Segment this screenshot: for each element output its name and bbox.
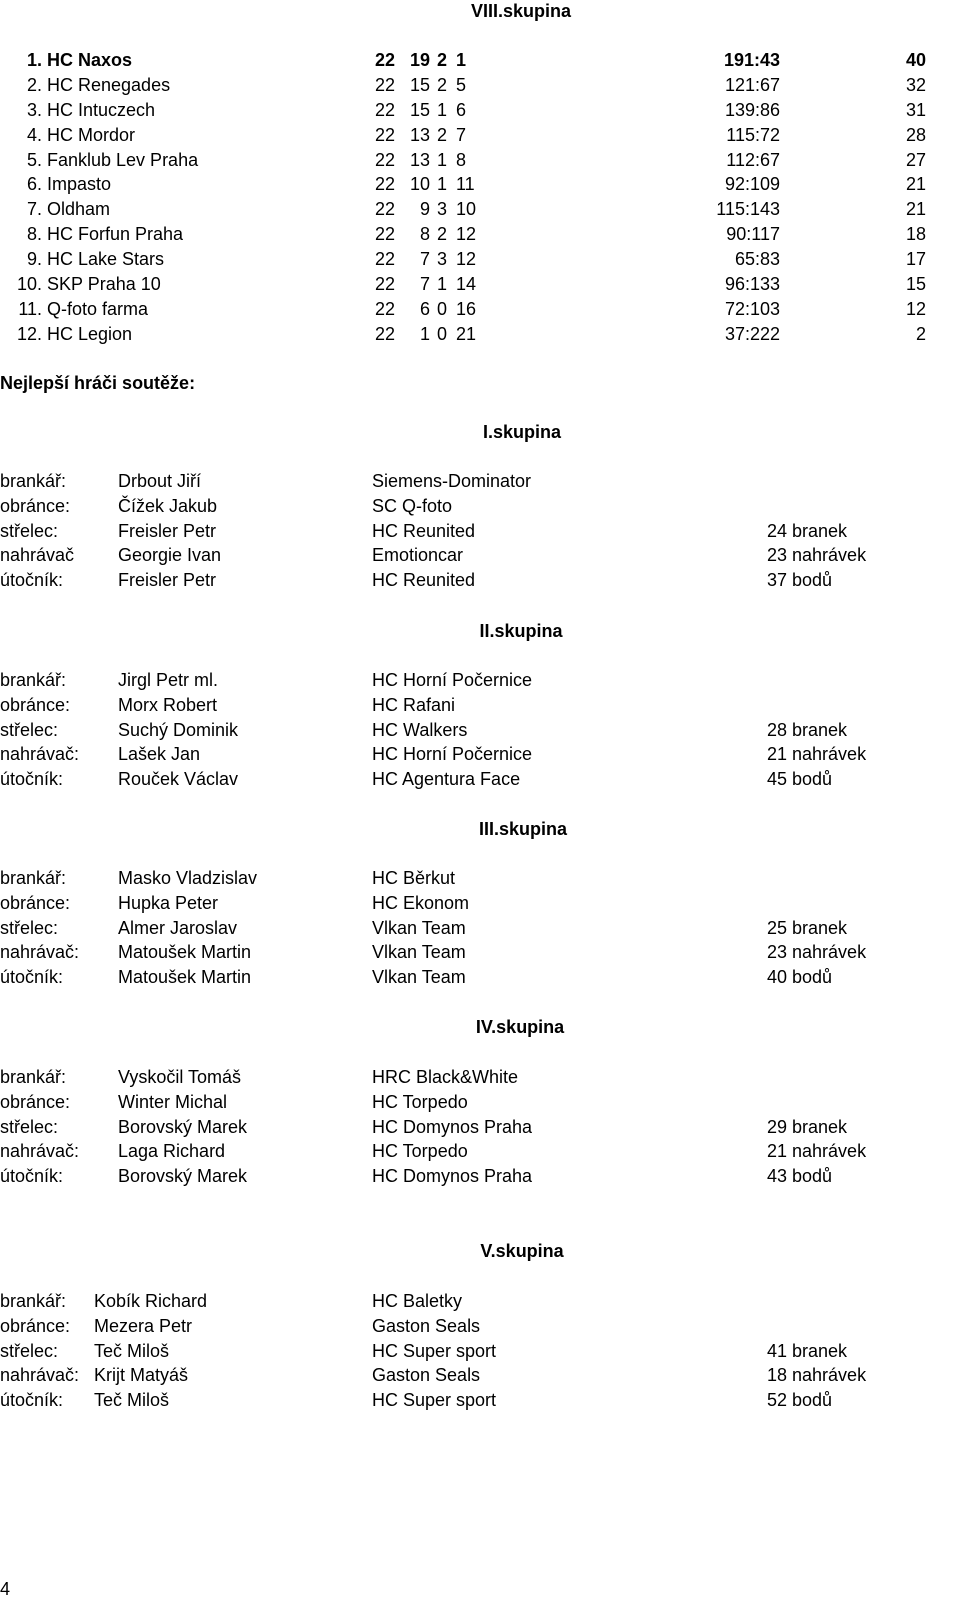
player-stat: 21 nahrávek <box>767 744 867 765</box>
standing-wins: 1 <box>419 324 430 344</box>
player-stat: 23 nahrávek <box>767 545 867 566</box>
player-name: Laga Richard <box>118 1141 226 1162</box>
standing-wins: 13 <box>409 125 430 145</box>
standing-draws: 2 <box>436 75 447 95</box>
player-name: Lašek Jan <box>118 744 201 765</box>
player-team: HC Super sport <box>372 1390 497 1411</box>
player-role: útočník: <box>0 1166 64 1187</box>
standing-wins: 15 <box>409 75 430 95</box>
player-role: střelec: <box>0 719 59 740</box>
standing-score: 191:43 <box>723 50 780 70</box>
standing-points: 2 <box>915 324 926 344</box>
standing-draws: 3 <box>436 249 447 269</box>
player-name: Georgie Ivan <box>118 545 222 566</box>
player-stat: 40 bodů <box>767 967 833 988</box>
player-role: brankář: <box>0 471 67 491</box>
standing-wins: 7 <box>419 274 430 294</box>
standing-draws: 1 <box>436 100 447 120</box>
standing-wins: 6 <box>419 299 430 319</box>
standing-team: HC Renegades <box>47 75 171 95</box>
best-players-heading: Nejlepší hráči soutěže: <box>0 373 196 393</box>
standing-team: Q-foto farma <box>47 299 149 319</box>
standing-games: 22 <box>374 199 395 219</box>
standing-draws: 2 <box>436 50 447 70</box>
player-stat: 25 branek <box>767 917 848 938</box>
standing-score: 115:143 <box>716 199 780 219</box>
standing-games: 22 <box>374 75 395 95</box>
standing-losses: 12 <box>456 249 477 269</box>
standing-team: Fanklub Lev Praha <box>47 150 199 170</box>
player-name: Teč Miloš <box>94 1340 170 1361</box>
standing-wins: 19 <box>409 50 430 70</box>
player-role: obránce: <box>0 495 71 516</box>
standing-wins: 15 <box>409 100 430 120</box>
standing-draws: 2 <box>436 125 447 145</box>
player-stat: 41 branek <box>767 1340 848 1361</box>
standing-draws: 3 <box>436 199 447 219</box>
player-stat: 21 nahrávek <box>767 1141 867 1162</box>
player-stat: 24 branek <box>767 520 848 541</box>
group-title: V.skupina <box>480 1241 564 1261</box>
standing-draws: 1 <box>436 150 447 170</box>
player-team: HC Reunited <box>372 570 476 591</box>
player-stat: 23 nahrávek <box>767 942 867 963</box>
player-name: Matoušek Martin <box>118 942 252 963</box>
standing-score: 90:117 <box>726 224 780 244</box>
player-role: brankář: <box>0 670 67 690</box>
standing-games: 22 <box>374 150 395 170</box>
standing-games: 22 <box>374 324 395 344</box>
standing-points: 32 <box>905 75 926 95</box>
standing-losses: 5 <box>456 75 467 95</box>
standing-position: 8. <box>26 224 42 244</box>
standing-position: 6. <box>26 174 42 194</box>
player-role: útočník: <box>0 967 64 988</box>
player-team: HC Torpedo <box>372 1141 468 1162</box>
standing-wins: 9 <box>419 199 430 219</box>
standing-position: 12. <box>16 324 42 344</box>
player-team: HC Domynos Praha <box>372 1166 533 1187</box>
player-role: nahrávač: <box>0 744 80 765</box>
standing-points: 28 <box>905 125 926 145</box>
group-title: I.skupina <box>482 422 562 442</box>
player-team: Siemens-Dominator <box>372 471 532 491</box>
standing-wins: 8 <box>419 224 430 244</box>
player-role: obránce: <box>0 1091 71 1112</box>
standing-draws: 0 <box>436 299 447 319</box>
player-team: HC Walkers <box>372 719 468 740</box>
player-team: HC Torpedo <box>372 1091 468 1112</box>
player-team: Gaston Seals <box>372 1365 481 1386</box>
standing-score: 112:67 <box>726 150 780 170</box>
standing-draws: 1 <box>436 274 447 294</box>
standing-draws: 1 <box>436 174 447 194</box>
player-name: Hupka Peter <box>118 892 219 913</box>
standing-losses: 1 <box>456 50 467 70</box>
player-name: Rouček Václav <box>118 769 239 790</box>
standing-games: 22 <box>374 125 395 145</box>
standing-points: 18 <box>905 224 926 244</box>
standing-losses: 16 <box>456 299 477 319</box>
player-team: HC Super sport <box>372 1340 497 1361</box>
standing-losses: 21 <box>456 324 477 344</box>
standing-games: 22 <box>374 249 395 269</box>
standing-team: HC Legion <box>47 324 133 344</box>
player-name: Krijt Matyáš <box>94 1365 189 1386</box>
standing-position: 1. <box>26 50 42 70</box>
standing-score: 139:86 <box>724 100 780 120</box>
player-stat: 43 bodů <box>767 1166 833 1187</box>
player-name: Masko Vladzislav <box>118 868 258 888</box>
player-stat: 45 bodů <box>767 769 833 790</box>
page-number: 4 <box>0 1579 11 1599</box>
player-role: brankář: <box>0 868 67 888</box>
standing-games: 22 <box>374 174 395 194</box>
player-team: HC Běrkut <box>372 868 456 888</box>
player-name: Mezera Petr <box>94 1315 193 1336</box>
player-team: HC Rafani <box>372 694 456 715</box>
standing-points: 21 <box>905 174 926 194</box>
standing-points: 15 <box>905 274 926 294</box>
standing-losses: 6 <box>456 100 467 120</box>
player-team: HRC Black&White <box>372 1067 519 1087</box>
player-role: obránce: <box>0 892 71 913</box>
standing-position: 5. <box>26 150 42 170</box>
player-team: HC Horní Počernice <box>372 670 533 690</box>
standing-points: 31 <box>905 100 926 120</box>
standing-team: Oldham <box>47 199 111 219</box>
player-role: nahrávač: <box>0 942 80 963</box>
standing-losses: 14 <box>456 274 477 294</box>
standing-position: 3. <box>26 100 42 120</box>
standing-games: 22 <box>374 274 395 294</box>
player-name: Suchý Dominik <box>118 719 239 740</box>
standing-points: 17 <box>905 249 926 269</box>
standing-team: HC Naxos <box>47 50 133 70</box>
player-role: obránce: <box>0 694 71 715</box>
player-role: střelec: <box>0 1116 59 1137</box>
standing-games: 22 <box>374 299 395 319</box>
standing-draws: 0 <box>436 324 447 344</box>
player-name: Vyskočil Tomáš <box>118 1067 242 1087</box>
player-team: SC Q-foto <box>372 495 453 516</box>
standing-position: 2. <box>26 75 42 95</box>
standing-team: Impasto <box>47 174 112 194</box>
standing-losses: 8 <box>456 150 467 170</box>
standing-score: 65:83 <box>734 249 780 269</box>
player-team: Vlkan Team <box>372 967 466 988</box>
player-name: Kobík Richard <box>94 1291 208 1311</box>
player-stat: 37 bodů <box>767 570 833 591</box>
standing-games: 22 <box>374 100 395 120</box>
standing-score: 72:103 <box>724 299 780 319</box>
player-role: brankář: <box>0 1291 67 1311</box>
standing-games: 22 <box>374 224 395 244</box>
player-role: útočník: <box>0 1390 64 1411</box>
standing-losses: 10 <box>456 199 477 219</box>
player-team: HC Ekonom <box>372 892 470 913</box>
standing-team: SKP Praha 10 <box>47 274 161 294</box>
standing-wins: 7 <box>419 249 430 269</box>
player-stat: 52 bodů <box>767 1390 833 1411</box>
player-name: Drbout Jiří <box>118 471 202 491</box>
standing-score: 37:222 <box>724 324 780 344</box>
standing-points: 12 <box>905 299 926 319</box>
player-name: Winter Michal <box>118 1091 228 1112</box>
standing-score: 115:72 <box>726 125 780 145</box>
standing-position: 11. <box>18 299 42 319</box>
player-name: Jirgl Petr ml. <box>118 670 219 690</box>
player-team: HC Agentura Face <box>372 769 521 790</box>
player-name: Freisler Petr <box>118 570 217 591</box>
standing-draws: 2 <box>436 224 447 244</box>
standing-wins: 13 <box>409 150 430 170</box>
player-name: Freisler Petr <box>118 520 217 541</box>
standing-losses: 7 <box>456 125 467 145</box>
standings-title: VIII.skupina <box>470 1 572 21</box>
player-name: Borovský Marek <box>118 1166 248 1187</box>
standing-score: 92:109 <box>724 174 780 194</box>
standing-team: HC Lake Stars <box>47 249 165 269</box>
player-name: Čížek Jakub <box>118 495 218 516</box>
group-title: IV.skupina <box>475 1017 565 1037</box>
standing-position: 7. <box>26 199 42 219</box>
player-role: nahrávač: <box>0 1365 80 1386</box>
player-stat: 29 branek <box>767 1116 848 1137</box>
standing-score: 96:133 <box>724 274 780 294</box>
player-role: brankář: <box>0 1067 67 1087</box>
player-name: Borovský Marek <box>118 1116 248 1137</box>
player-role: nahrávač <box>0 545 75 566</box>
standing-position: 9. <box>26 249 42 269</box>
standing-games: 22 <box>374 50 395 70</box>
player-name: Teč Miloš <box>94 1390 170 1411</box>
standing-losses: 11 <box>456 174 475 194</box>
group-title: II.skupina <box>479 621 563 641</box>
player-team: HC Horní Počernice <box>372 744 533 765</box>
player-role: střelec: <box>0 1340 59 1361</box>
player-team: HC Reunited <box>372 520 476 541</box>
player-team: Emotioncar <box>372 545 464 566</box>
player-team: HC Baletky <box>372 1291 463 1311</box>
player-role: útočník: <box>0 570 64 591</box>
player-role: nahrávač: <box>0 1141 80 1162</box>
standing-score: 121:67 <box>724 75 780 95</box>
standing-wins: 10 <box>409 174 430 194</box>
player-team: Vlkan Team <box>372 917 466 938</box>
standing-position: 4. <box>26 125 42 145</box>
standing-losses: 12 <box>456 224 477 244</box>
standing-team: HC Mordor <box>47 125 136 145</box>
player-role: obránce: <box>0 1315 71 1336</box>
standing-team: HC Forfun Praha <box>47 224 184 244</box>
player-name: Almer Jaroslav <box>118 917 238 938</box>
player-team: HC Domynos Praha <box>372 1116 533 1137</box>
player-stat: 18 nahrávek <box>767 1365 867 1386</box>
standing-team: HC Intuczech <box>47 100 156 120</box>
player-name: Morx Robert <box>118 694 218 715</box>
player-team: Gaston Seals <box>372 1315 481 1336</box>
player-role: střelec: <box>0 520 59 541</box>
group-title: III.skupina <box>478 819 568 839</box>
standing-points: 21 <box>905 199 926 219</box>
player-role: střelec: <box>0 917 59 938</box>
standing-points: 40 <box>905 50 926 70</box>
player-stat: 28 branek <box>767 719 848 740</box>
player-name: Matoušek Martin <box>118 967 252 988</box>
standing-position: 10. <box>16 274 42 294</box>
player-team: Vlkan Team <box>372 942 466 963</box>
standing-points: 27 <box>905 150 926 170</box>
player-role: útočník: <box>0 769 64 790</box>
